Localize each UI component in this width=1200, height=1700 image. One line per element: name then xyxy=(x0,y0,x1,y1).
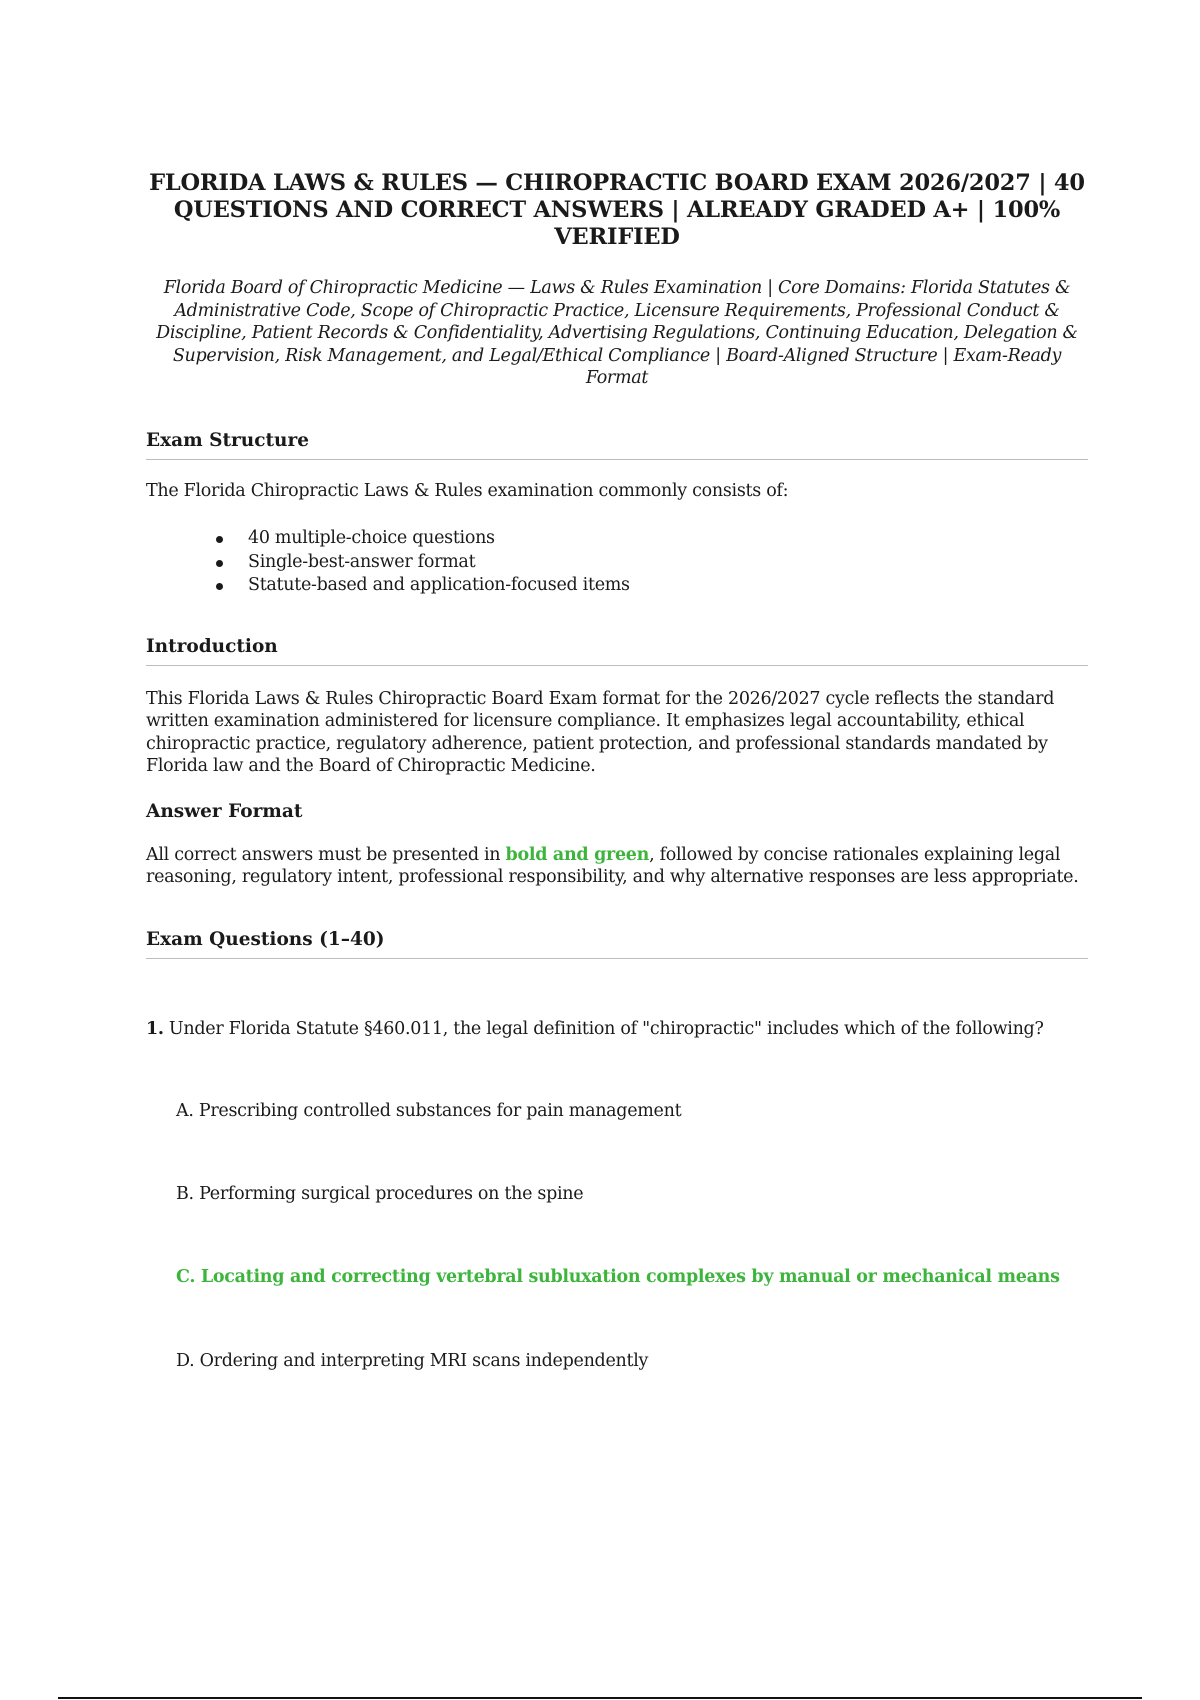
bullet-icon xyxy=(216,583,223,590)
introduction-section xyxy=(146,635,1088,778)
question-number: 1. xyxy=(146,1018,164,1039)
list-item-text: Statute-based and application-focused items xyxy=(248,575,630,595)
answer-format-text-before: All correct answers must be presented in xyxy=(146,844,506,865)
question-1 xyxy=(146,1018,1088,1041)
answer-format-heading: Answer Format xyxy=(146,800,303,822)
answer-format-text-after: , followed by concise rationales explaining legal reasoning, regulatory intent, professional responsibility, and why alternative responses are less appropriate. xyxy=(146,844,1079,887)
exam-structure-section xyxy=(146,429,1088,598)
document-title: FLORIDA LAWS & RULES — CHIROPRACTIC BOARD EXAM 2026/2027 | 40 QUESTIONS AND CORRECT ANSWERS | ALREADY GRADED A+ | 100% VERIFIED xyxy=(149,170,1085,250)
list-item-text: Single-best-answer format xyxy=(248,551,476,572)
document-subtitle: Florida Board of Chiropractic Medicine — Laws & Rules Examination | Core Domains: Florida Statutes & Administrative Code, Scope of Chiropractic Practice, Licensure Requirements, Professional Conduct & Discipline, Patient Records & Confidentiality, Advertising Regulations, Continuing Education, Delegation & Supervision, Risk Management, and Legal/Ethical Compliance | Board-Aligned Structure | Exam-Ready Format xyxy=(156,278,1078,388)
document-page xyxy=(146,170,1088,1373)
list-item xyxy=(216,574,1088,598)
answer-option-c-correct: C. Locating and correcting vertebral subluxation complexes by manual or mechanical means xyxy=(176,1266,1060,1287)
answer-option-d: D. Ordering and interpreting MRI scans independently xyxy=(176,1350,649,1371)
exam-structure-heading: Exam Structure xyxy=(146,429,1088,460)
exam-structure-intro: The Florida Chiropractic Laws & Rules examination commonly consists of: xyxy=(146,480,789,501)
list-item-text: 40 multiple-choice questions xyxy=(248,528,495,548)
answer-option-a: A. Prescribing controlled substances for pain management xyxy=(176,1100,682,1121)
introduction-heading: Introduction xyxy=(146,635,1088,666)
footer-rule xyxy=(58,1697,1142,1699)
answer-format-section xyxy=(146,800,1088,889)
answer-option-b: B. Performing surgical procedures on the spine xyxy=(176,1183,584,1204)
bullet-icon xyxy=(216,536,223,543)
list-item xyxy=(216,527,1088,551)
bullet-icon xyxy=(216,560,223,567)
exam-structure-list xyxy=(146,527,1088,598)
list-item xyxy=(216,551,1088,575)
answer-format-text xyxy=(146,844,1088,889)
exam-questions-heading: Exam Questions (1–40) xyxy=(146,928,1088,959)
exam-questions-section xyxy=(146,928,1088,1373)
introduction-text: This Florida Laws & Rules Chiropractic Board Exam format for the 2026/2027 cycle reflects the standard written examination administered for licensure compliance. It emphasizes legal accountability, ethical chiropractic practice, regulatory adherence, patient protection, and professional standards mandated by Florida law and the Board of Chiropractic Medicine. xyxy=(146,688,1055,776)
answer-format-highlight: bold and green xyxy=(505,844,650,865)
question-text: Under Florida Statute §460.011, the legal definition of "chiropractic" includes which of the following? xyxy=(163,1018,1044,1039)
